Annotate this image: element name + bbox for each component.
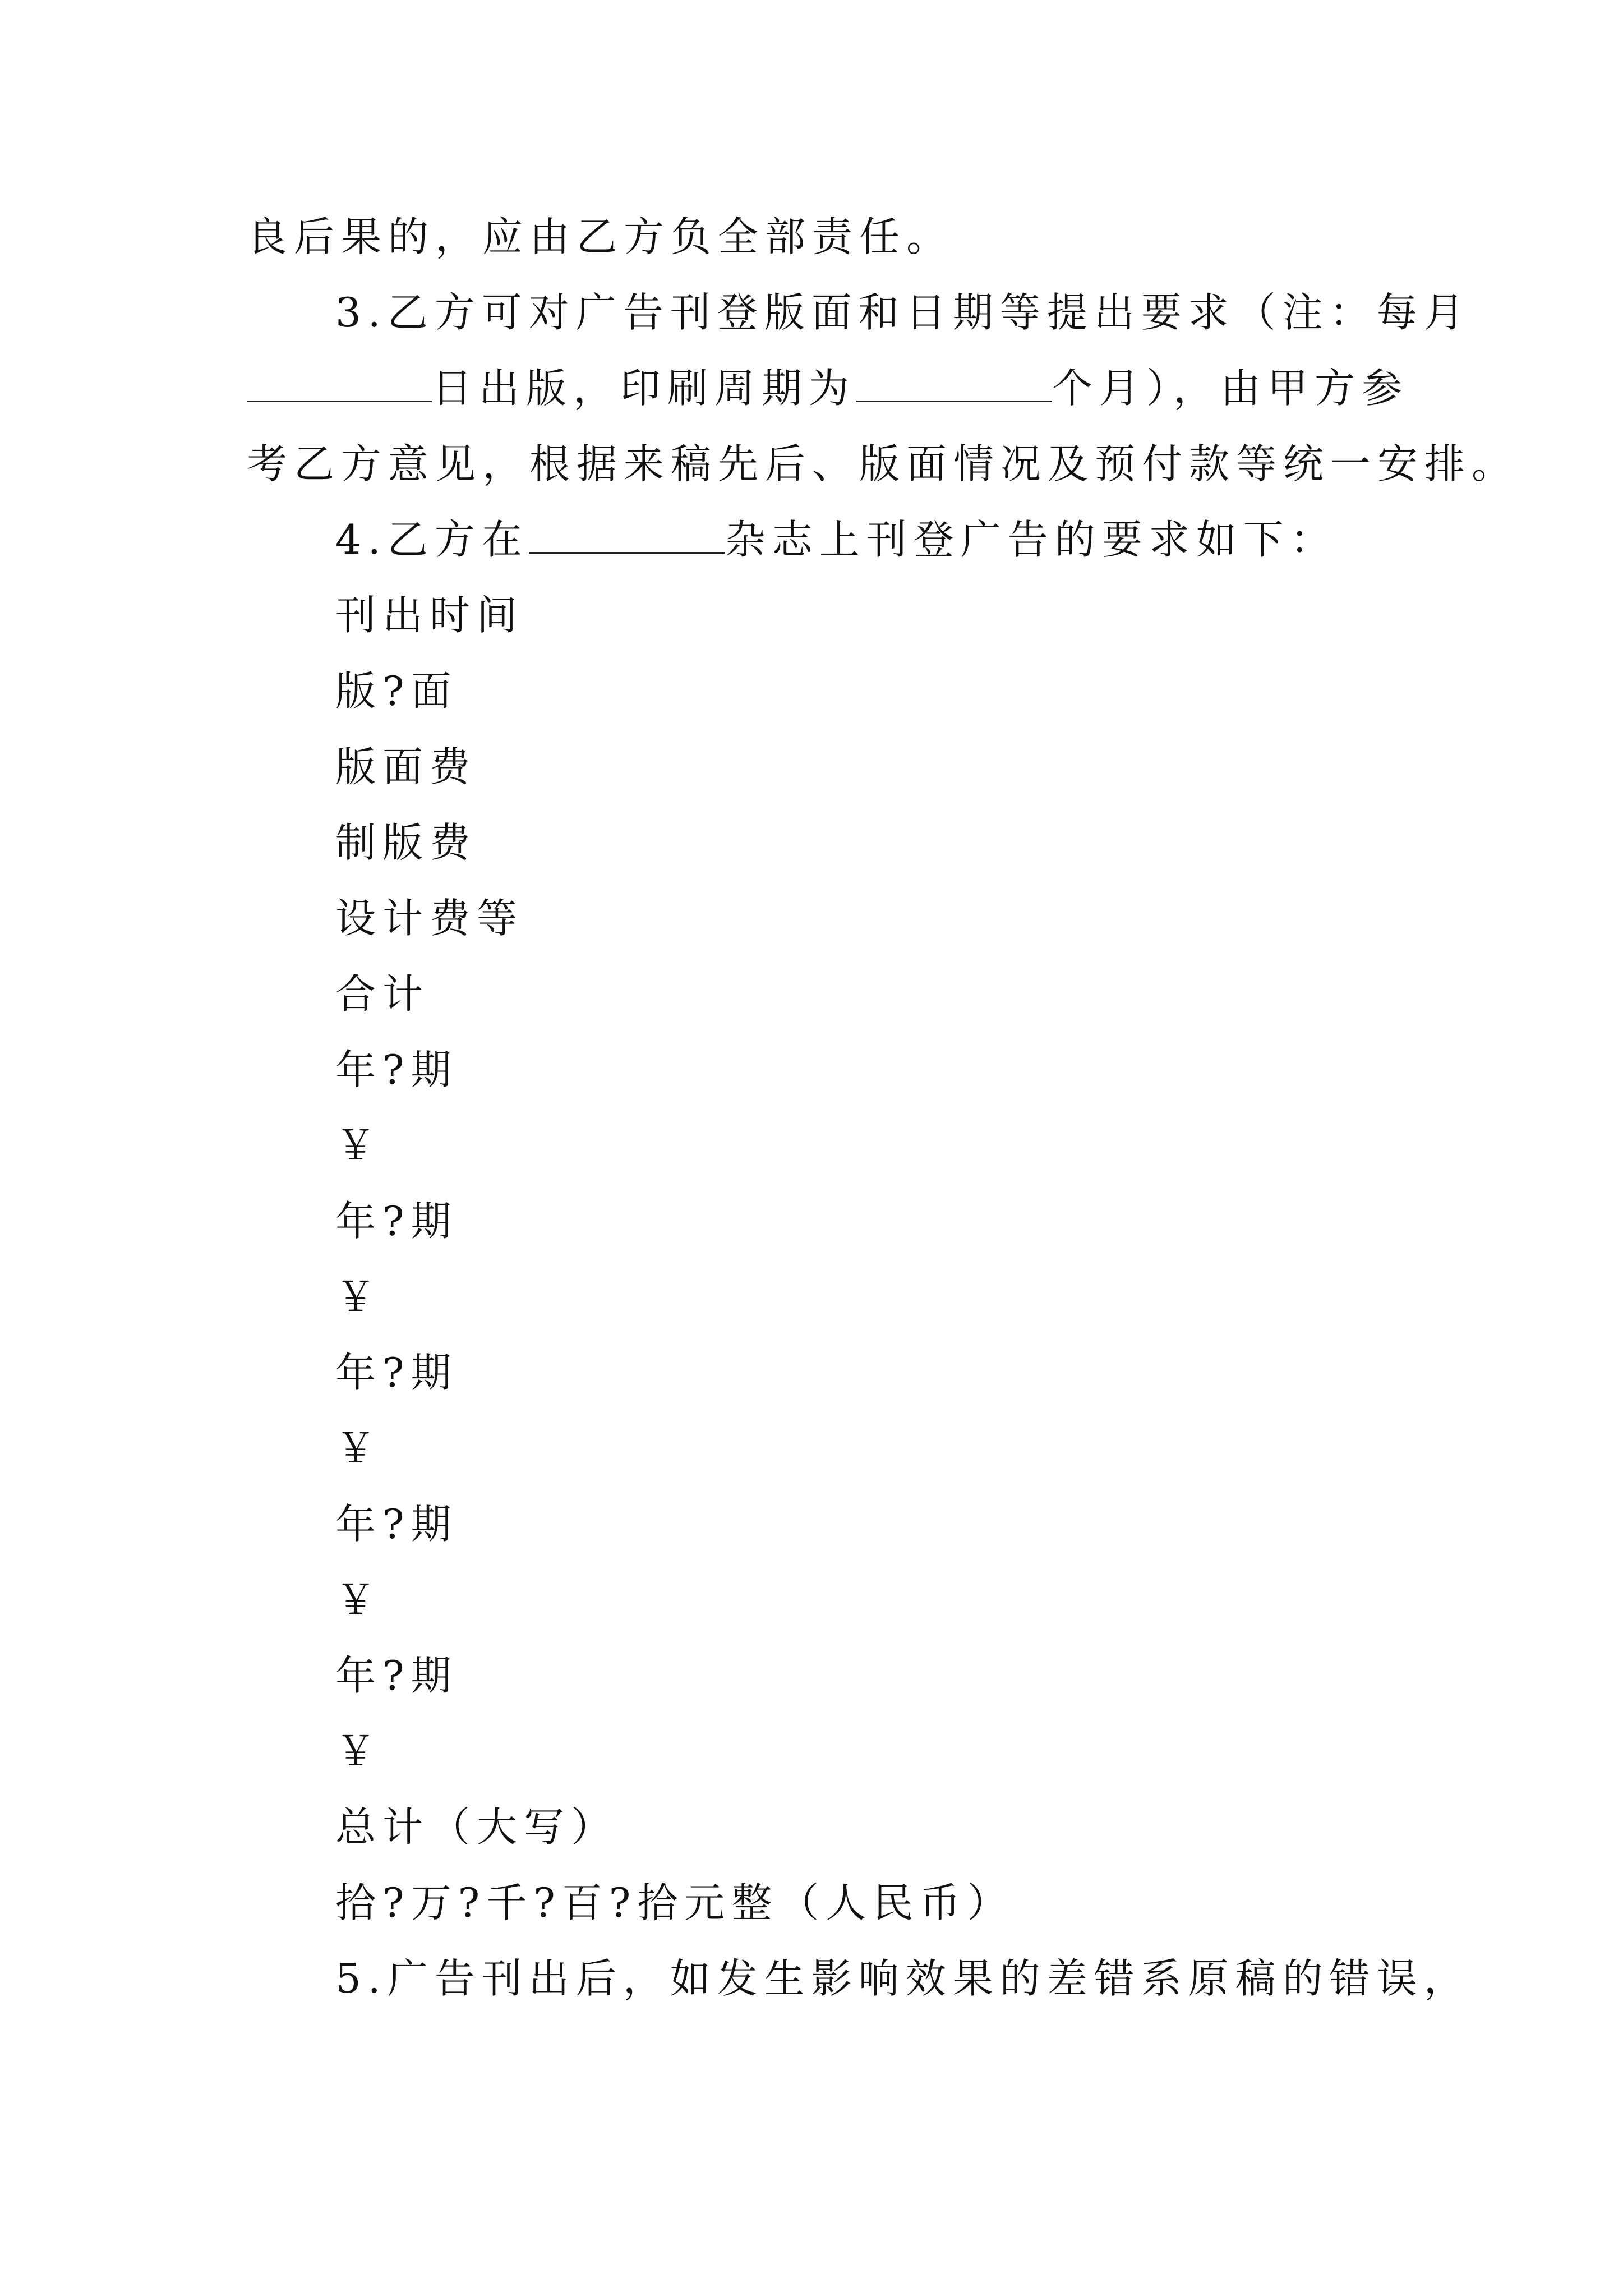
fill-in-blank xyxy=(247,367,432,402)
paragraph-line xyxy=(335,284,1471,341)
table-text-line xyxy=(335,890,524,946)
table-text-line xyxy=(335,1193,458,1249)
table-text-line xyxy=(335,1572,382,1628)
line-text: 制版费 xyxy=(335,819,477,866)
line-text: 年?期 xyxy=(335,1198,458,1245)
line-text: 年?期 xyxy=(335,1652,458,1699)
table-text-line xyxy=(335,663,458,719)
line-text: 合计 xyxy=(335,970,430,1018)
line-text: 5.广告刊出后，如发生影响效果的差错系原稿的错误， xyxy=(335,1955,1471,2002)
line-text: 总计（大写） xyxy=(335,1803,619,1851)
line-text: ￥ xyxy=(335,1273,383,1320)
line-text: 考乙方意见，根据来稿先后、版面情况及预付款等统一安排。 xyxy=(247,440,1519,487)
line-text: 年?期 xyxy=(335,1349,458,1396)
table-text-line xyxy=(335,1875,1014,1931)
line-text: 日出版，印刷周期为 xyxy=(432,365,856,412)
line-text: 杂志上刊登广告的要求如下： xyxy=(725,516,1338,563)
paragraph-line xyxy=(247,436,1519,492)
fill-in-blank xyxy=(856,367,1052,402)
table-text-line xyxy=(335,966,430,1022)
line-text: 版面费 xyxy=(335,743,477,790)
table-text-line xyxy=(335,1042,458,1098)
line-text: 3.乙方可对广告刊登版面和日期等提出要求（注：每月 xyxy=(335,289,1471,336)
paragraph-line xyxy=(335,1950,1471,2007)
line-text: 版?面 xyxy=(335,668,458,715)
paragraph-line xyxy=(247,209,953,265)
paragraph-line xyxy=(247,360,1409,416)
table-text-line xyxy=(335,815,477,871)
line-text: 4.乙方在 xyxy=(335,516,529,563)
line-text: 设计费等 xyxy=(335,895,524,942)
table-text-line xyxy=(335,1723,382,1779)
line-text: ￥ xyxy=(335,1728,383,1775)
line-text: ￥ xyxy=(335,1576,383,1623)
table-text-line xyxy=(335,1345,458,1401)
fill-in-blank xyxy=(529,518,725,554)
table-text-line xyxy=(335,1117,382,1174)
line-text: 刊出时间 xyxy=(335,592,524,639)
table-text-line xyxy=(335,1799,618,1855)
table-text-line xyxy=(335,1420,382,1476)
line-text: 良后果的，应由乙方负全部责任。 xyxy=(247,213,954,260)
line-text: ￥ xyxy=(335,1122,383,1169)
table-text-line xyxy=(335,587,524,643)
line-text: 个月），由甲方参 xyxy=(1052,365,1409,412)
paragraph-line xyxy=(335,512,1338,568)
table-text-line xyxy=(335,739,477,795)
table-text-line xyxy=(335,1648,458,1704)
table-text-line xyxy=(335,1496,458,1552)
line-text: ￥ xyxy=(335,1425,383,1472)
line-text: 年?期 xyxy=(335,1046,458,1093)
line-text: 拾?万?千?百?拾元整（人民币） xyxy=(335,1879,1015,1926)
line-text: 年?期 xyxy=(335,1501,458,1548)
table-text-line xyxy=(335,1269,382,1325)
